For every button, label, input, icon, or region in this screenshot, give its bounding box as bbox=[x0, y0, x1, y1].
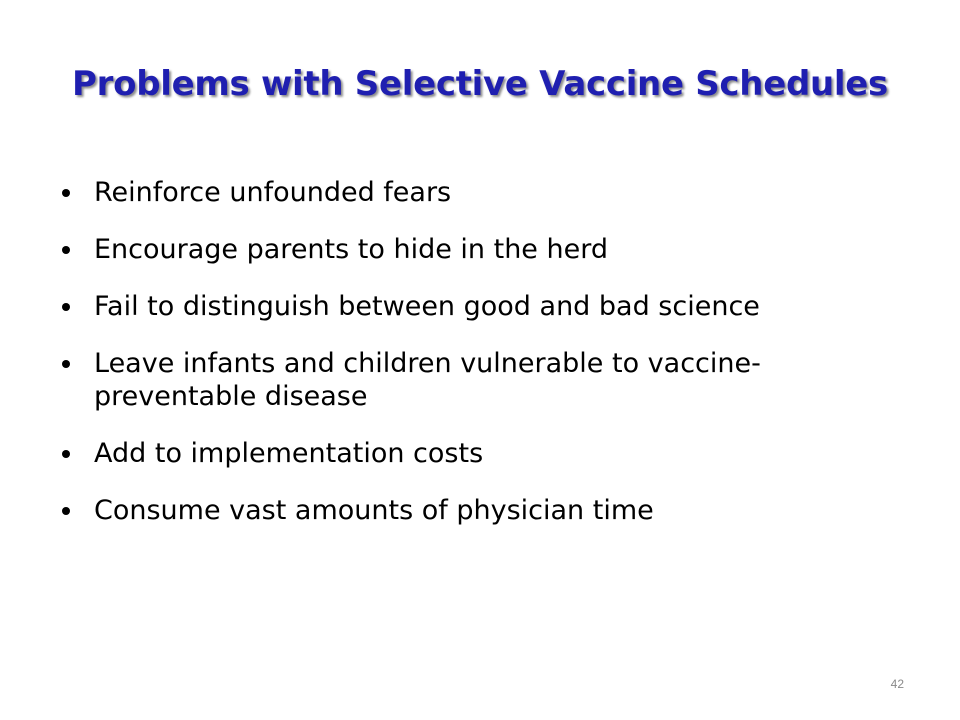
bullet-dot-icon bbox=[62, 450, 70, 458]
bullet-dot-icon bbox=[62, 189, 70, 197]
bullet-item bbox=[60, 290, 840, 323]
bullet-item bbox=[60, 233, 840, 266]
bullet-dot-icon bbox=[62, 360, 70, 368]
slide-title: Problems with Selective Vaccine Schedules bbox=[72, 64, 888, 104]
page-number: 42 bbox=[890, 677, 904, 691]
bullet-dot-icon bbox=[62, 303, 70, 311]
bullet-item bbox=[60, 347, 840, 413]
bullet-item bbox=[60, 494, 840, 527]
bullet-item bbox=[60, 176, 840, 209]
bullet-text: Encourage parents to hide in the herd bbox=[94, 234, 608, 265]
bullet-dot-icon bbox=[62, 507, 70, 515]
bullet-text: Add to implementation costs bbox=[94, 438, 484, 469]
bullet-text: Reinforce unfounded fears bbox=[94, 177, 452, 208]
bullet-item bbox=[60, 437, 840, 470]
bullet-text: Consume vast amounts of physician time bbox=[94, 495, 654, 526]
bullet-text: Leave infants and children vulnerable to vaccine-preventable disease bbox=[94, 348, 761, 412]
bullet-list bbox=[60, 176, 840, 551]
bullet-text: Fail to distinguish between good and bad science bbox=[94, 291, 760, 322]
bullet-dot-icon bbox=[62, 246, 70, 254]
